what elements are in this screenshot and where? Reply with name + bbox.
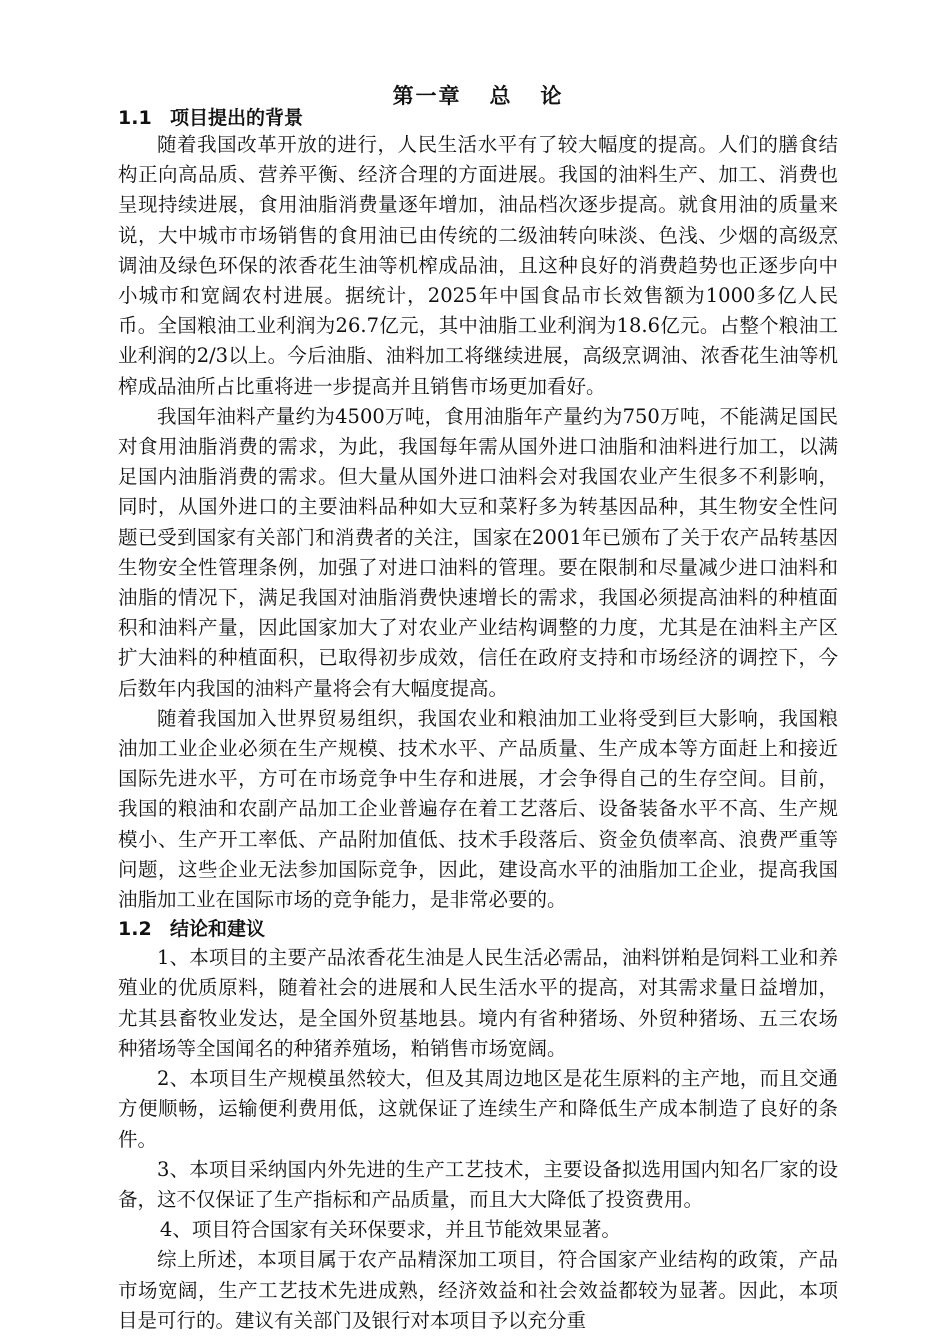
section-title: 结论和建议 <box>170 918 266 941</box>
paragraph: 随着我国加入世界贸易组织，我国农业和粮油加工业将受到巨大影响，我国粮油加工业企业必须在生产规模、技术水平、产品质量、生产成本等方面赶上和接近国际先进水平，方可在市场竞争中生存和进展，才会争得自己的生存空间。目前，我国的粮油和农副产品加工企业普遍存在着工艺落后、设备装备水平不高、生产规模小、生产开工率低、产品附加值低、技术手段落后、资金负债率高、浪费严重等问题，这些企业无法参加国际竞争，因此，建设高水平的油脂加工企业，提高我国油脂加工业在国际市场的竞争能力，是非常必要的。 <box>118 706 838 912</box>
paragraph: 3、本项目采纳国内外先进的生产工艺技术，主要设备拟选用国内知名厂家的设备，这不仅保证了生产指标和产品质量，而且大大降低了投资费用。 <box>118 1157 838 1211</box>
paragraph: 2、本项目生产规模虽然较大，但及其周边地区是花生原料的主产地，而且交通方便顺畅，运输便利费用低，这就保证了连续生产和降低生产成本制造了良好的条件。 <box>118 1067 838 1151</box>
section-title: 项目提出的背景 <box>170 107 304 129</box>
section-number: 1.2 <box>118 918 152 941</box>
paragraph: 4、项目符合国家有关环保要求，并且节能效果显著。 <box>159 1218 621 1242</box>
paragraph: 随着我国改革开放的进行，人民生活水平有了较大幅度的提高。人们的膳食结构正向高品质、营养平衡、经济合理的方面进展。我国的油料生产、加工、消费也呈现持续进展，食用油脂消费量逐年增加，油品档次逐步提高。就食用油的质量来说，大中城市市场销售的食用油已由传统的二级油转向味淡、色浅、少烟的高级烹调油及绿色环保的浓香花生油等机榨成品油，且这种良好的消费趋势也正逐步向中小城市和宽阔农村进展。据统计，2025年中国食品市长效售额为1000多亿人民币。全国粮油工业利润为26.7亿元，其中油脂工业利润为18.6亿元。占整个粮油工业利润的2/3以上。今后油脂、油料加工将继续进展，高级烹调油、浓香花生油等机榨成品油所占比重将进一步提高并且销售市场更加看好。 <box>118 133 838 398</box>
paragraph: 1、本项目的主要产品浓香花生油是人民生活必需品，油料饼粕是饲料工业和养殖业的优质原料，随着社会的进展和人民生活水平的提高，对其需求量日益增加，尤其县畜牧业发达，是全国外贸基地县。境内有省种猪场、外贸种猪场、五三农场种猪场等全国闻名的种猪养殖场，粕销售市场宽阔。 <box>118 946 838 1060</box>
paragraph: 综上所述，本项目属于农产品精深加工项目，符合国家产业结构的政策，产品市场宽阔，生产工艺技术先进成熟，经济效益和社会效益都较为显著。因此，本项目是可行的。建议有关部门及银行对本项目予以充分重 <box>118 1248 838 1332</box>
section-heading-1-2 <box>118 915 838 943</box>
chapter-title: 第一章 总 论 <box>392 84 564 108</box>
document-page <box>118 80 838 1336</box>
paragraph: 我国年油料产量约为4500万吨，食用油脂年产量约为750万吨，不能满足国民对食用油脂消费的需求，为此，我国每年需从国外进口油脂和油料进行加工，以满足国内油脂消费的需求。但大量从国外进口油料会对我国农业产生很多不利影响，同时，从国外进口的主要油料品种如大豆和菜籽多为转基因品种，其生物安全性问题已受到国家有关部门和消费者的关注，国家在2001年已颁布了关于农产品转基因生物安全性管理条例，加强了对进口油料的管理。要在限制和尽量减少进口油料和油脂的情况下，满足我国对油脂消费快速增长的需求，我国必须提高油料的种植面积和油料产量，因此国家加大了对农业产业结构调整的力度，尤其是在油料主产区扩大油料的种植面积，已取得初步成效，信任在政府支持和市场经济的调控下，今后数年内我国的油料产量将会有大幅度提高。 <box>118 404 838 700</box>
section-number: 1.1 <box>118 107 152 129</box>
